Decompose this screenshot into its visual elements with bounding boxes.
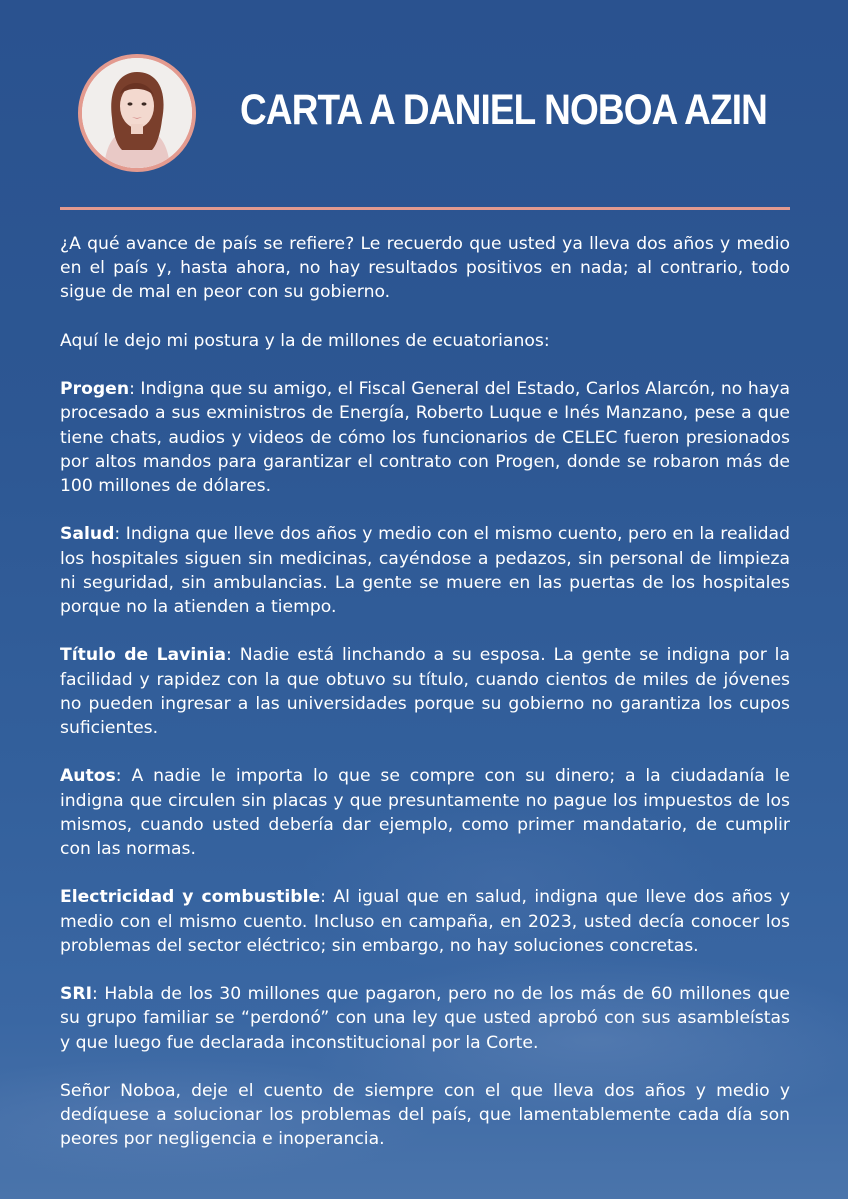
paragraph-label: Electricidad y combustible bbox=[60, 887, 321, 908]
paragraph-text: ¿A qué avance de país se refiere? Le recuerdo que usted ya lleva dos años y medio en el país y, hasta ahora, no hay resultados positivos en nada; al contrario, todo sigue de mal en peor con su gobierno. bbox=[60, 234, 790, 303]
paragraph bbox=[60, 885, 790, 958]
page-title: CARTA A DANIEL NOBOA AZIN bbox=[240, 86, 768, 134]
paragraph bbox=[60, 643, 790, 740]
paragraph-label: Salud bbox=[60, 524, 115, 545]
paragraph-text: Aquí le dejo mi postura y la de millones de ecuatorianos: bbox=[60, 330, 550, 351]
paragraph bbox=[60, 522, 790, 619]
paragraph bbox=[60, 377, 790, 498]
letter-body bbox=[60, 232, 790, 1176]
paragraph-text: : Al igual que en salud, indigna que lleve dos años y medio con el mismo cuento. Incluso en campaña, en 2023, usted decía conocer los problemas del sector eléctrico; sin embargo, no hay soluciones concretas. bbox=[60, 887, 790, 956]
paragraph bbox=[60, 329, 790, 353]
paragraph-text: : Indigna que su amigo, el Fiscal General del Estado, Carlos Alarcón, no haya procesado a sus exministros de Energía, Roberto Luque e Inés Manzano, pese a que tiene chats, audios y videos de cómo los funcionarios de CELEC fueron presionados por altos mandos para garantizar el contrato con Progen, donde se robaron más de 100 millones de dólares. bbox=[60, 379, 790, 496]
author-avatar bbox=[78, 54, 196, 172]
paragraph-text: : Habla de los 30 millones que pagaron, pero no de los más de 60 millones que su grupo familiar se “perdonó” con una ley que usted aprobó con sus asambleístas y que luego fue declarada inconstitucional por la Corte. bbox=[60, 984, 790, 1053]
divider bbox=[60, 207, 790, 210]
paragraph bbox=[60, 764, 790, 861]
paragraph-label: Autos bbox=[60, 766, 116, 787]
paragraph-label: Título de Lavinia bbox=[60, 645, 226, 666]
paragraph-label: Progen bbox=[60, 379, 130, 400]
paragraph-text: Señor Noboa, deje el cuento de siempre con el que lleva dos años y medio y dedíquese a solucionar los problemas del país, que lamentablemente cada día son peores por negligencia e inoperancia. bbox=[60, 1080, 790, 1150]
paragraph-text: : Indigna que lleve dos años y medio con el mismo cuento, pero en la realidad los hospitales siguen sin medicinas, cayéndose a pedazos, sin personal de limpieza ni seguridad, sin ambulancias. La gente se muere en las puertas de los hospitales porque no la atienden a tiempo. bbox=[60, 524, 790, 617]
paragraph-text: : A nadie le importa lo que se compre con su dinero; a la ciudadanía le indigna que circulen sin placas y que presuntamente no pague los impuestos de los mismos, cuando usted debería dar ejemplo, como primer mandatario, de cumplir con las normas. bbox=[60, 766, 790, 859]
paragraph bbox=[60, 232, 790, 305]
paragraph bbox=[60, 982, 790, 1055]
paragraph-text: : Nadie está linchando a su esposa. La gente se indigna por la facilidad y rapidez con la que obtuvo su título, cuando cientos de miles de jóvenes no pueden ingresar a las universidades porque su gobierno no garantiza los cupos suficientes. bbox=[60, 645, 790, 738]
paragraph-label: SRI bbox=[60, 984, 93, 1005]
portrait-icon bbox=[82, 58, 192, 168]
paragraph bbox=[60, 1079, 790, 1152]
